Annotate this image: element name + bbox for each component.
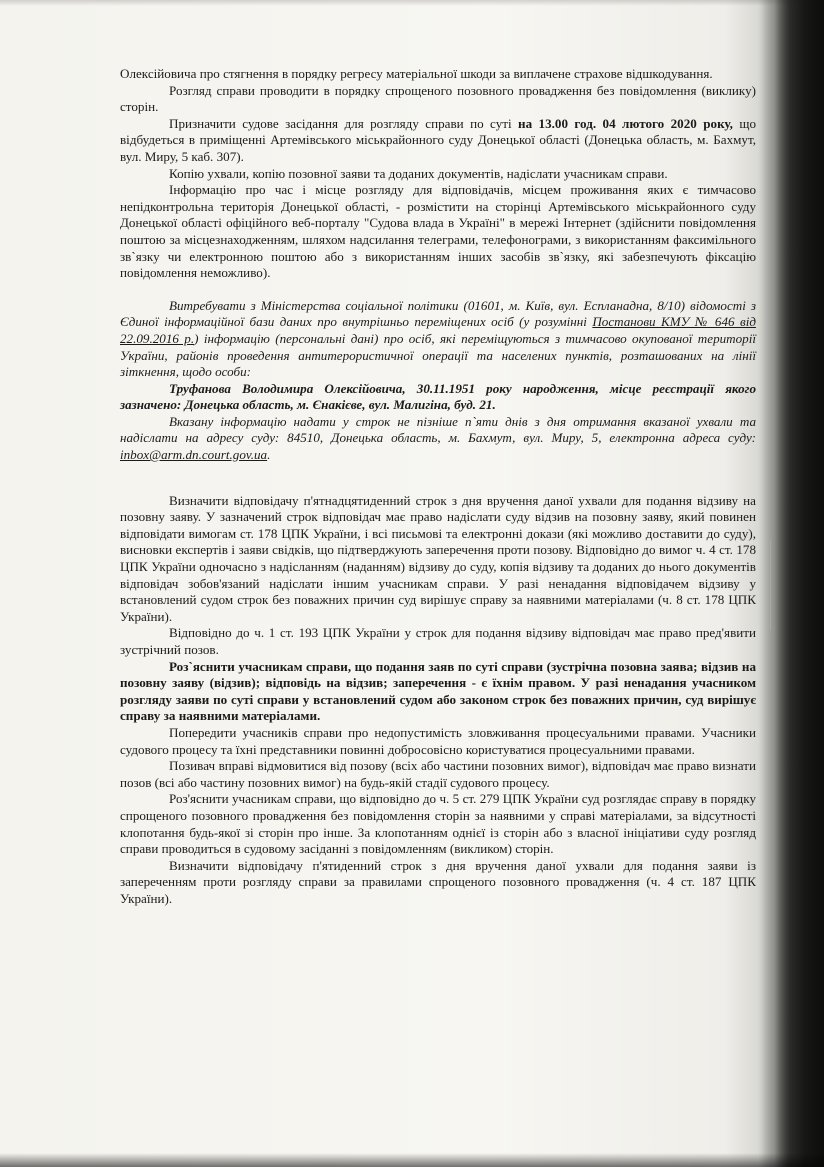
scan-bottom-shadow	[0, 1153, 824, 1167]
deadline-text: Вказану інформацію надати у строк не пізніше п`яти днів з дня отримання вказаної ухвали та надіслати на адресу суду: 84510, Донецька область, м. Бахмут, вул. Миру, 5, електронна адреса суду:	[120, 413, 756, 446]
request-text-2: ) інформацію (персональні дані) про осіб, які переміщуються з тимчасово окупованої території України, районів проведення антитерористичної операції та населених пунктів, розташованих на лінії зіткнення, щодо особи:	[120, 330, 756, 380]
request-text-1: Витребувати з Міністерства соціальної політики (01601, м. Київ, вул. Еспланадна, 8/10) відомості з Єдиної інформаційної бази даних про внутрішньо переміщених осіб (у розумінні	[120, 297, 756, 330]
paragraph-counterclaim: Відповідно до ч. 1 ст. 193 ЦПК України у строк для подання відзиву відповідач має право пред'явити зустрічний позов.	[120, 625, 756, 657]
document-body	[120, 66, 756, 908]
paragraph-rights-explanation: Роз`яснити учасникам справи, що подання заяв по суті справи (зустрічна позовна заява; відзив на позовну заяву (відзив); відповідь на відзив; заперечення - є їхнім правом. У разі ненадання учасником розгляду заяви по суті справи у встановлений судом або законом строк без поважних причин, суд вирішує справу за наявними матеріалами.	[120, 658, 756, 724]
paragraph-deadline-address	[120, 414, 756, 464]
paragraph-request-ministry	[120, 298, 756, 381]
faint-stamp-mark	[770, 540, 811, 630]
hearing-text-1: Призначити судове засідання для розгляду справи по суті	[169, 115, 519, 131]
paragraph-objection-deadline: Визначити відповідачу п'ятиденний строк з дня вручення даної ухвали для подання заяви із запереченням проти розгляду справи за правилами спрощеного позовного провадження (ч. 4 ст. 187 ЦПК України).	[120, 857, 756, 906]
hearing-text-2: що відбудеться в приміщенні Артемівського міськрайонного суду Донецької області (Донецька область, м. Бахмут, вул. Миру, 5 каб. 307).	[120, 115, 756, 164]
paragraph-abuse-warning: Попередити учасників справи про недопустимість зловживання процесуальними правами. Учасники судового процесу та їхні представники повинні добросовісно користуватися процесуальними правами.	[120, 724, 756, 757]
paragraph-procedure: Розгляд справи проводити в порядку спрощеного позовного провадження без повідомлення (виклику) сторін.	[120, 82, 756, 115]
paragraph-hearing-date	[120, 116, 756, 166]
scan-top-shadow	[0, 0, 824, 6]
paragraph-defendant-info: Труфанова Володимира Олексійовича, 30.11.1951 року народження, місце реєстрації якого зазначено: Донецька область, м. Єнакієве, вул. Малигіна, буд. 21.	[120, 380, 756, 413]
resolution-reference: Постанови КМУ № 646 від 22.09.2016 р.	[120, 314, 756, 346]
paragraph-claim-subject: Олексійовича про стягнення в порядку регресу матеріальної шкоди за виплачене страхове відшкодування.	[120, 66, 713, 81]
court-email-link[interactable]: inbox@arm.dn.court.gov.ua	[120, 447, 268, 463]
paragraph-response-deadline: Визначити відповідачу п'ятнадцятиденний строк з дня вручення даної ухвали для подання відзиву на позовну заяву. У зазначений строк відповідач має право надіслати суду відзив на позовну заяву, який повинен відповідати вимогам ст. 178 ЦПК України, і всі письмові та електронні докази (які можливо доставити до суду), висновки експертів і заяви свідків, що підтверджують заперечення проти позову. Відповідно до вимог ч. 4 ст. 178 ЦПК України одночасно з надісланням (наданням) відзиву до суду, копія відзиву та доданих до нього документів відповідач зобов'язаний надіслати іншим учасникам справи. У разі ненадання відповідачем відзиву у встановлений судом строк без поважних причин суд вирішує справу за наявними матеріалами (ч. 8 ст. 178 ЦПК України).	[120, 492, 756, 624]
paragraph-withdrawal: Позивач вправі відмовитися від позову (всіх або частини позовних вимог), відповідач має право визнати позов (всі або частину позовних вимог) на будь-якій стадії судового процесу.	[120, 758, 756, 790]
paragraph-simplified-procedure: Роз'яснити учасникам справи, що відповідно до ч. 5 ст. 279 ЦПК України суд розглядає справу в порядку спрощеного позовного провадження без повідомлення сторін за наявними у справі матеріалами, за відсутності клопотання будь-якої зі сторін про інше. За клопотанням однієї із сторін або з власної ініціативи суду розгляд справи проводиться в судовому засіданні з повідомленням (викликом) сторін.	[120, 791, 756, 857]
paragraph-notification: Інформацію про час і місце розгляду для відповідачів, місцем проживання яких є тимчасово непідконтрольна територія Донецької області, - розмістити на сторінці Артемівського міськрайонного суду Донецької області офіційного веб-порталу "Судова влада в Україні" в мережі Інтернет (здійснити повідомлення поштою за місцезнаходженням, шляхом надсилання телеграми, телефонограми, з використанням факсимільного зв`язку чи електронною поштою або з використанням інших засобів зв`язку, які забезпечують фіксацію повідомлення неможливо).	[120, 182, 756, 281]
deadline-period: .	[267, 447, 271, 463]
paragraph-copies: Копію ухвали, копію позовної заяви та доданих документів, надіслати учасникам справи.	[169, 165, 668, 181]
hearing-date-time: на 13.00 год. 04 лютого 2020 року,	[518, 115, 733, 131]
